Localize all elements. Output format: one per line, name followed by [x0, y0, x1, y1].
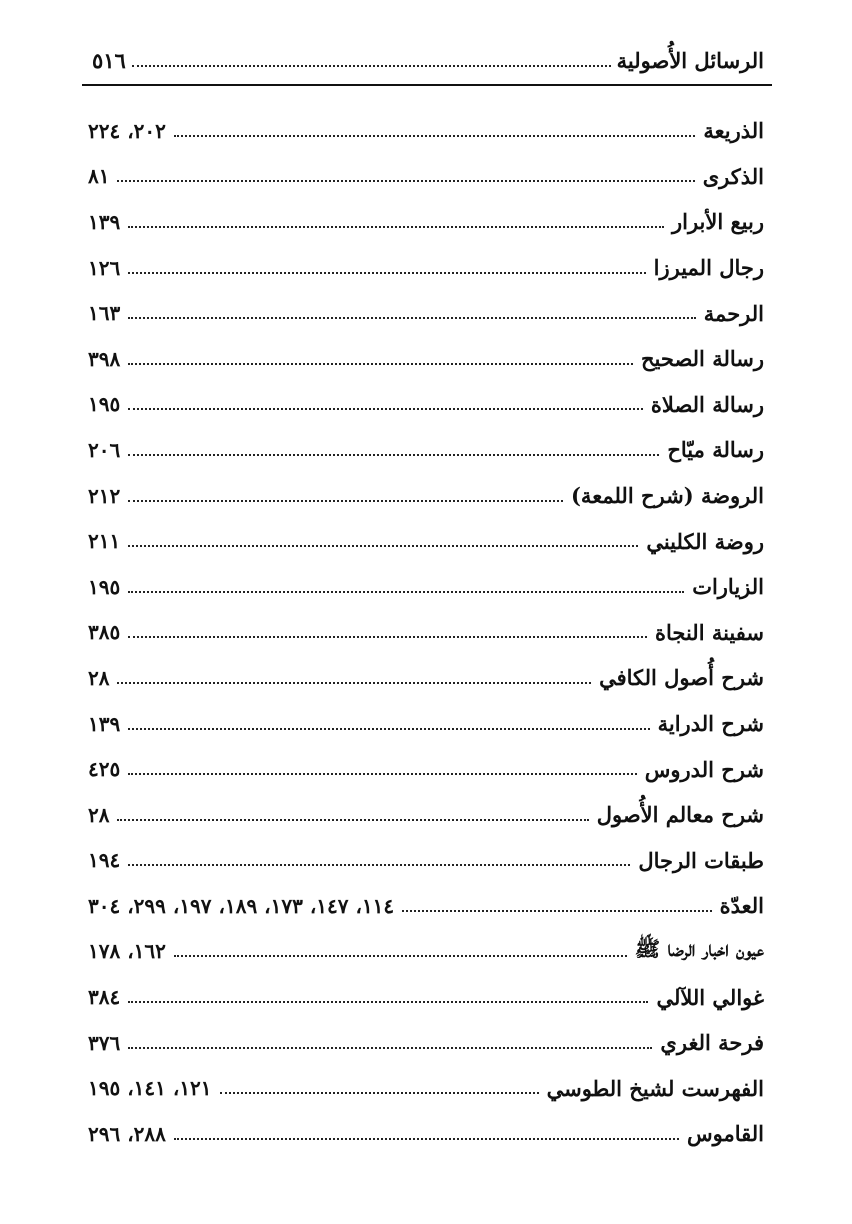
index-entry — [88, 108, 764, 154]
entry-term: شرح الدروس — [644, 756, 764, 782]
entry-pages: ٣٨٥ — [88, 620, 121, 645]
dot-leader — [128, 864, 630, 866]
index-entry — [88, 610, 764, 656]
entry-pages: ٢٠٢، ٢٢٤ — [88, 118, 166, 143]
dot-leader — [128, 591, 684, 593]
dot-leader — [220, 1092, 539, 1094]
entry-term: رسالة الصلاة — [650, 391, 764, 417]
index-entry — [88, 290, 764, 336]
entry-pages: ١٩٥ — [88, 392, 121, 417]
entry-term: الروضة (شرح اللمعة) — [571, 483, 764, 509]
dot-leader — [117, 180, 694, 182]
index-entry — [88, 473, 764, 519]
entry-pages: ٣٩٨ — [88, 346, 121, 371]
index-entry — [88, 1065, 764, 1111]
index-entry — [88, 518, 764, 564]
entry-pages: ٢٨٨، ٢٩٦ — [88, 1121, 166, 1146]
entry-pages: ٤٢٥ — [88, 757, 121, 782]
dot-leader — [117, 819, 588, 821]
dot-leader — [128, 317, 696, 319]
entry-term: شرح أُصول الكافي — [599, 665, 764, 691]
entry-term: شرح الدراية — [657, 711, 764, 737]
dot-leader — [128, 454, 659, 456]
dot-leader — [128, 1047, 652, 1049]
entry-pages: ١٩٤ — [88, 848, 121, 873]
dot-leader — [402, 910, 711, 912]
index-entry — [88, 336, 764, 382]
entry-pages: ٢٨ — [88, 802, 110, 827]
entry-pages: ١٢١، ١٤١، ١٩٥ — [88, 1076, 212, 1101]
dot-leader — [128, 272, 645, 274]
index-entry — [88, 883, 764, 929]
running-title: الرسائل الأُصولية — [616, 47, 764, 73]
entry-pages: ٢٨ — [88, 665, 110, 690]
index-entry — [88, 1111, 764, 1157]
header-dot-leader — [132, 65, 611, 67]
entry-pages: ١٣٩ — [88, 209, 121, 234]
entry-pages: ١٩٥ — [88, 574, 121, 599]
dot-leader — [174, 1138, 679, 1140]
index-entry — [88, 154, 764, 200]
entry-term: العدّة — [719, 893, 764, 919]
dot-leader — [128, 545, 638, 547]
index-entry — [88, 929, 764, 975]
entry-pages: ١١٤، ١٤٧، ١٧٣، ١٨٩، ١٩٧، ٢٩٩، ٣٠٤ — [88, 893, 395, 918]
index-entry — [88, 792, 764, 838]
entry-term: رجال الميرزا — [653, 255, 764, 281]
index-list — [88, 108, 764, 1157]
page-number: ٥١٦ — [92, 47, 126, 73]
entry-pages: ٨١ — [88, 164, 110, 189]
entry-term: شرح معالم الأُصول — [596, 802, 764, 828]
index-entry — [88, 1020, 764, 1066]
dot-leader — [128, 636, 647, 638]
entry-term: عيون اخبار الرضا ﷺ — [634, 935, 764, 961]
entry-pages: ٣٧٦ — [88, 1030, 121, 1055]
dot-leader — [174, 135, 695, 137]
entry-term: الزيارات — [692, 574, 764, 600]
entry-pages: ٣٨٤ — [88, 985, 121, 1010]
index-entry — [88, 746, 764, 792]
dot-leader — [128, 500, 563, 502]
dot-leader — [128, 408, 643, 410]
entry-pages: ١٢٦ — [88, 255, 121, 280]
entry-term: روضة الكليني — [646, 528, 764, 554]
entry-term: الذكرى — [702, 163, 764, 189]
index-entry — [88, 427, 764, 473]
dot-leader — [128, 773, 637, 775]
running-header — [92, 38, 764, 82]
entry-pages: ٢١١ — [88, 529, 121, 554]
index-entry — [88, 701, 764, 747]
index-entry — [88, 382, 764, 428]
entry-term: ربيع الأبرار — [671, 209, 764, 235]
index-entry — [88, 838, 764, 884]
entry-pages: ١٦٣ — [88, 301, 121, 326]
entry-term: طبقات الرجال — [638, 847, 764, 873]
entry-pages: ٢٠٦ — [88, 437, 121, 462]
dot-leader — [117, 682, 591, 684]
dot-leader — [174, 955, 627, 957]
index-entry — [88, 199, 764, 245]
entry-pages: ١٦٢، ١٧٨ — [88, 939, 166, 964]
entry-term: الذريعة — [703, 118, 764, 144]
dot-leader — [128, 226, 664, 228]
dot-leader — [128, 728, 649, 730]
entry-term: فرحة الغري — [660, 1030, 764, 1056]
index-entry — [88, 245, 764, 291]
entry-term: القاموس — [687, 1121, 764, 1147]
entry-term: الفهرست لشيخ الطوسي — [546, 1075, 764, 1101]
entry-term: غوالي اللآلي — [656, 984, 764, 1010]
index-entry — [88, 655, 764, 701]
entry-pages: ١٣٩ — [88, 711, 121, 736]
entry-term: رسالة الصحيح — [641, 346, 764, 372]
entry-term: الرحمة — [703, 300, 764, 326]
index-entry — [88, 564, 764, 610]
header-rule — [82, 84, 772, 86]
dot-leader — [128, 363, 633, 365]
entry-term: رسالة ميّاح — [667, 437, 764, 463]
index-entry — [88, 974, 764, 1020]
entry-pages: ٢١٢ — [88, 483, 121, 508]
entry-term: سفينة النجاة — [655, 619, 764, 645]
dot-leader — [128, 1001, 648, 1003]
